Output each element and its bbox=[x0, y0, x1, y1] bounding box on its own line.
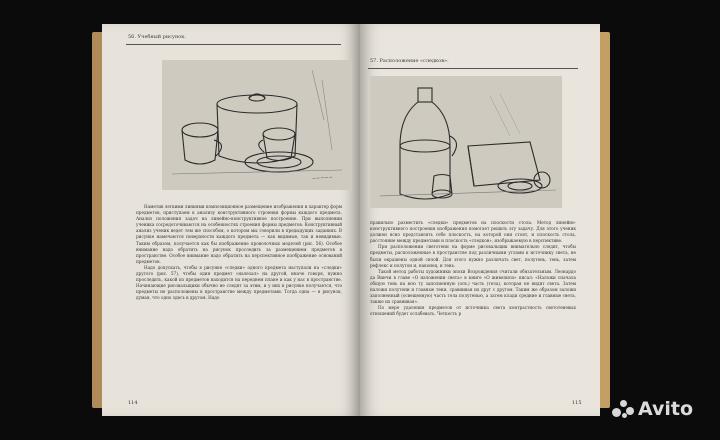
left-illustration bbox=[162, 60, 352, 190]
avito-logo-icon bbox=[612, 400, 634, 418]
left-page-header: 56. Учебный рисунок. bbox=[128, 34, 186, 40]
left-paragraph: Наметив легкими линиями композиционное размещение изображения и характер форм предметов, приступаем к анализу конструктивного строения формы каждого предмета. Анализ положения задач на линейно-конструктивное построение. При выполнении ученика сосредоточиваются на особенностях строения формы предметов. Конструктивный анализ ученик ведет тем же способом, о котором мы говорили в предыдущих заданиях. В рисунке намечаются поверхности каждого предмета — как видимые, так и невидимые. Таким образом, получается как бы изображение проволочных моделей (рис. 56). Особое внимание надо обратить на рисунок проследить за размещением предметов в пространстве. Особое внимание надо обратить на перспективное изображение оснований предметов. bbox=[136, 204, 342, 264]
right-body-text bbox=[370, 220, 576, 394]
right-paragraph: По мере удаления предметов от источника света контрастность светотеневых отношений будет ослабевать. Четкость р bbox=[370, 305, 576, 317]
open-book bbox=[92, 24, 610, 416]
still-life-sketch-bottle-jar-box bbox=[370, 76, 562, 208]
right-header-rule bbox=[368, 68, 578, 69]
svg-text:~~~~~: ~~~~~ bbox=[311, 174, 334, 182]
avito-watermark-text: Avito bbox=[638, 398, 694, 420]
left-body-text bbox=[136, 204, 342, 392]
right-paragraph: Такой метод работы художники эпохи Возрождения считали обязательным. Леонардо да Винчи в главе «О наложении света» в книге «О живописи» писал: «Наложи сначала общую тень на всю ту заполненную (осв.) часть (тела), которая не видит света. Затем наложи полутени и главные тени, сравнивая их друг с другом. Таким же образом заложи заполненный (освещенную) часть тела полутенью, а затем клади средние и главные света, также их сравнивая». bbox=[370, 268, 576, 305]
right-paragraph: При расположении светотени на форме рисовальщик внимательно следит, чтобы предметы, расположенные в пространстве под различными углами к источнику света, не были окрашены одной силой. Для этого нужно различать свет, полутень, тень, затем рефлекс и полутон и, наконец, и тень. bbox=[370, 244, 576, 268]
right-page-number: 115 bbox=[572, 400, 582, 406]
left-page bbox=[102, 24, 360, 416]
still-life-sketch-pot-cup-saucer bbox=[162, 60, 352, 190]
right-illustration bbox=[370, 76, 562, 208]
left-paragraph: Надо допускать, чтобы в рисунке «следки» одного предмета наступали на «следки» другого (рис. 57), чтобы один предмет «налезал» на другой, иначе говоря, нужно проследить, какой из предметов находится на переднем плане и как у нас в пространстве. Начинающие рисовальщики обычно не следят за этим, и у них в рисунке получается, что предметы не расположены в пространстве между предметами. Тогда одна — в рисунок, думая, что одно здесь в другом. Надо bbox=[136, 264, 342, 301]
right-page bbox=[360, 24, 600, 416]
left-page-number: 114 bbox=[128, 400, 138, 406]
right-page-header: 57. Расположение «следков». bbox=[370, 58, 449, 64]
avito-watermark bbox=[612, 398, 693, 420]
right-paragraph: правильно разместить «следки» предметов на плоскости стола. Метод линейно-конструктивного построения изображения помогает решить эту задачу. Для этого ученик должен ясно представлять себе плоскость, на которой они стоят, и плоскость стола, расстояние между предметами и плоскость «следков», изображаемую в перспективе. bbox=[370, 220, 576, 244]
left-header-rule bbox=[126, 44, 341, 45]
